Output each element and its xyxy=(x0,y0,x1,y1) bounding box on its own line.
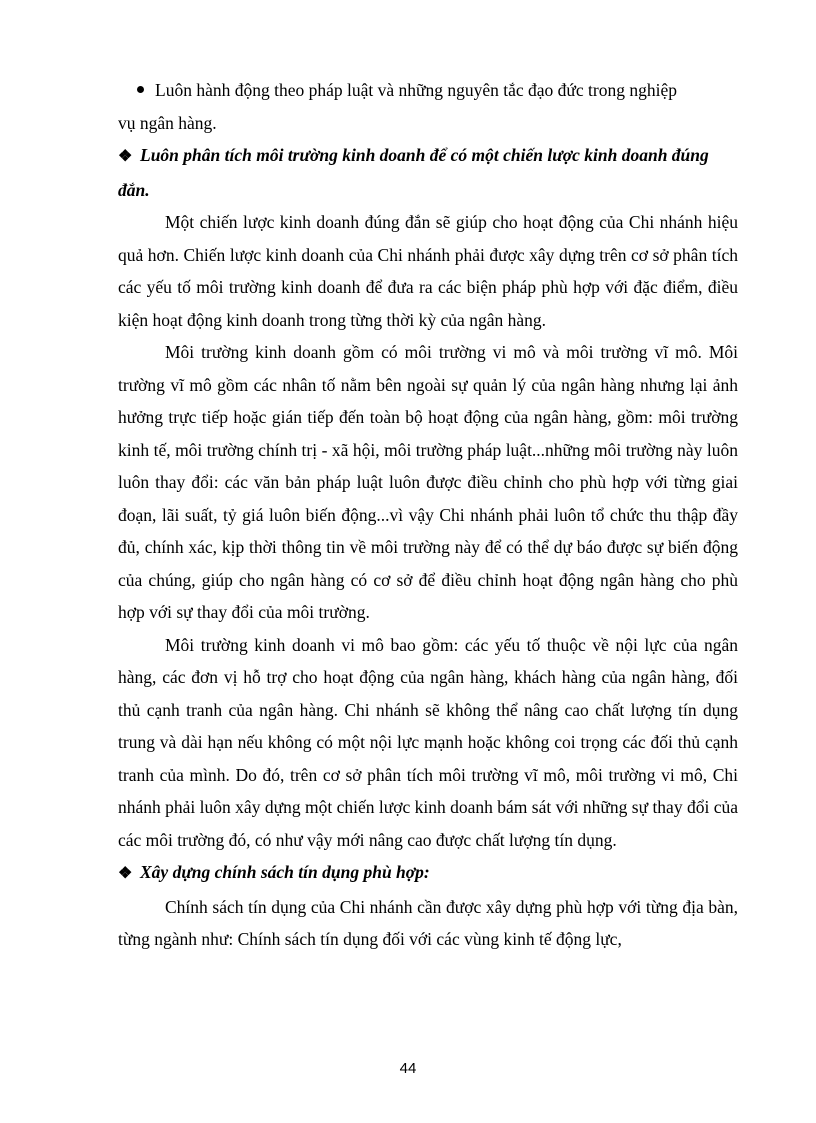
paragraph-micro-environment: Môi trường kinh doanh vi mô bao gồm: các yếu tố thuộc về nội lực của ngân hàng, các đơn vị hỗ trợ cho hoạt động của ngân hàng, khách hàng của ngân hàng, đối thủ cạnh tranh của ngân hàng. Chi nhánh sẽ không thể nâng cao chất lượng tín dụng trung và dài hạn nếu không có một nội lực mạnh hoặc không coi trọng các đối thủ cạnh tranh của mình. Do đó, trên cơ sở phân tích môi trường vĩ mô, môi trường vi mô, Chi nhánh phải luôn xây dựng một chiến lược kinh doanh bám sát với những sự thay đổi của các môi trường đó, có như vậy mới nâng cao được chất lượng tín dụng. xyxy=(118,634,738,850)
bullet-text-line2: vụ ngân hàng. xyxy=(118,112,217,133)
paragraph-macro-environment: Môi trường kinh doanh gồm có môi trường vi mô và môi trường vĩ mô. Môi trường vĩ mô gồm các nhân tố nằm bên ngoài sự quản lý của ngân hàng nhưng lại ảnh hưởng trực tiếp hoặc gián tiếp đến toàn bộ hoạt động của ngân hàng, gồm: môi trường kinh tế, môi trường chính trị - xã hội, môi trường pháp luật...những môi trường này luôn luôn thay đổi: các văn bản pháp luật luôn được điều chỉnh cho phù hợp với từng giai đoạn, lãi suất, tỷ giá luôn biến động...vì vậy Chi nhánh phải luôn tổ chức thu thập đầy đủ, chính xác, kịp thời thông tin về môi trường này để có thể dự báo được sự biến động của chúng, giúp cho ngân hàng có cơ sở để điều chỉnh hoạt động ngân hàng cho phù hợp với sự thay đổi của môi trường. xyxy=(118,342,738,622)
heading-text: Xây dựng chính sách tín dụng phù hợp: xyxy=(140,862,430,882)
section-heading-environment xyxy=(118,139,738,206)
diamond-bullet-icon: ❖ xyxy=(118,865,133,882)
bullet-dot-icon xyxy=(137,86,144,93)
diamond-bullet-icon: ❖ xyxy=(118,148,133,165)
bullet-text-line1: Luôn hành động theo pháp luật và những nguyên tắc đạo đức trong nghiệp xyxy=(155,80,677,100)
bullet-item xyxy=(118,74,738,139)
heading-text: Luôn phân tích môi trường kinh doanh để có một chiến lược kinh doanh đúng đắn. xyxy=(118,145,709,200)
paragraph-strategy: Một chiến lược kinh doanh đúng đắn sẽ giúp cho hoạt động của Chi nhánh hiệu quả hơn. Chiến lược kinh doanh của Chi nhánh phải được xây dựng trên cơ sở phân tích các yếu tố môi trường kinh doanh để đưa ra các biện pháp phù hợp với đặc điểm, điều kiện hoạt động kinh doanh trong từng thời kỳ của ngân hàng. xyxy=(118,212,738,330)
paragraph-credit-policy: Chính sách tín dụng của Chi nhánh cần được xây dựng phù hợp với từng địa bàn, từng ngành như: Chính sách tín dụng đối với các vùng kinh tế động lực, xyxy=(118,896,738,949)
section-heading-credit-policy xyxy=(118,856,738,891)
document-body xyxy=(118,74,738,956)
page-number: 44 xyxy=(399,1060,417,1077)
bullet-line xyxy=(118,74,738,107)
